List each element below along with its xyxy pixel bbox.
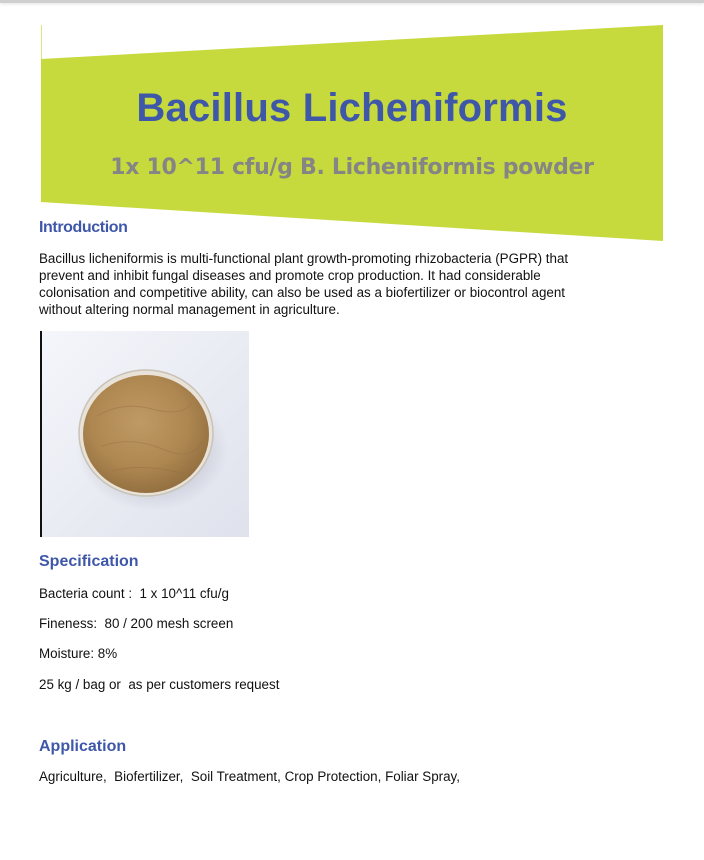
intro-line: Bacillus licheniformis is multi-functional plant growth-promoting rhizobacteria (PGPR) that <box>39 251 569 266</box>
intro-line: prevent and inhibit fungal diseases and promote crop production. It had considerable <box>39 268 541 283</box>
product-photo <box>40 331 249 537</box>
introduction-heading: Introduction <box>39 219 128 236</box>
introduction-paragraph <box>39 250 629 318</box>
spec-fineness: Fineness: 80 / 200 mesh screen <box>39 616 234 631</box>
product-title: Bacillus Licheniformis <box>136 86 568 130</box>
product-subtitle: 1x 10^11 cfu/g B. Licheniformis powder <box>110 155 594 180</box>
spec-packaging: 25 kg / bag or as per customers request <box>39 677 280 692</box>
spec-bacteria-count: Bacteria count : 1 x 10^11 cfu/g <box>39 586 229 601</box>
powder-dish-photo-icon <box>42 331 249 537</box>
application-heading: Application <box>39 738 127 755</box>
intro-line: colonisation and competitive ability, can also be used as a biofertilizer or biocontrol agent <box>39 285 566 300</box>
application-list: Agriculture, Biofertilizer, Soil Treatment, Crop Protection, Foliar Spray, <box>39 769 460 784</box>
specification-heading: Specification <box>39 553 139 570</box>
spec-moisture: Moisture: 8% <box>39 646 118 661</box>
intro-line: without altering normal management in agriculture. <box>39 302 340 317</box>
